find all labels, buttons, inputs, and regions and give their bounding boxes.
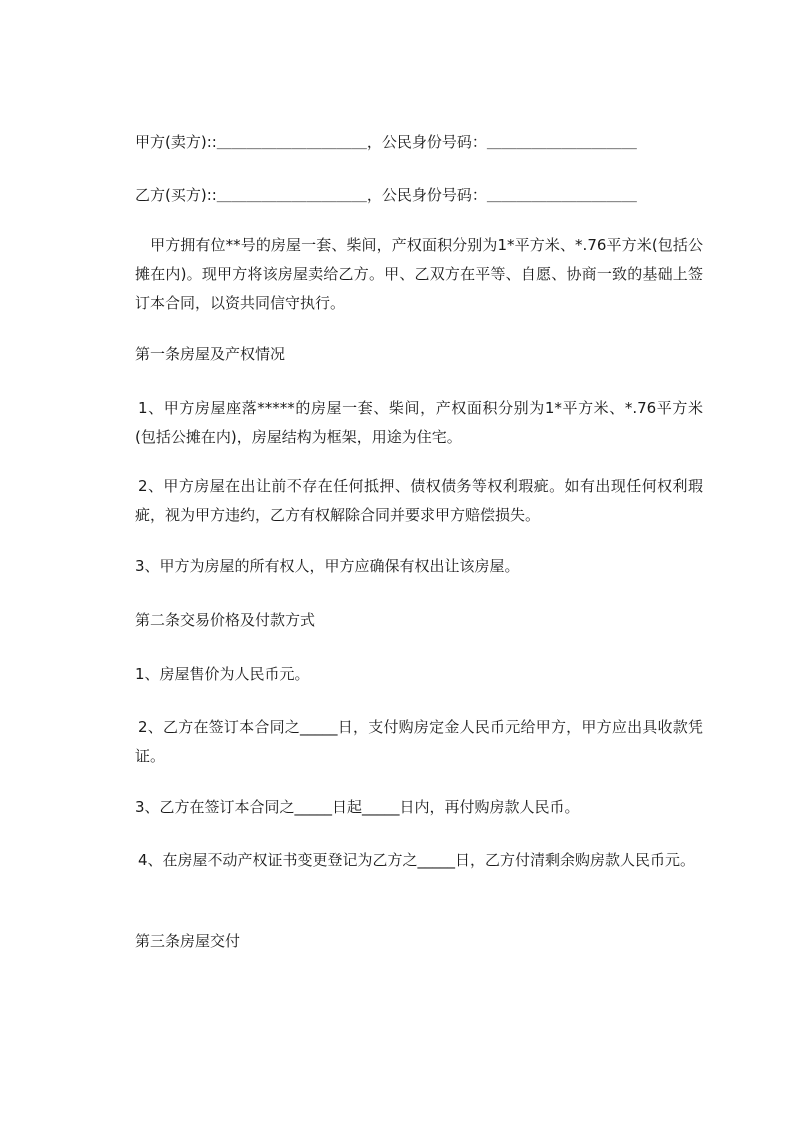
article-2-item-1: 1、房屋售价为人民币元。	[135, 665, 310, 683]
article-3-title: 第三条房屋交付	[135, 932, 241, 950]
article-1-title: 第一条房屋及产权情况	[135, 345, 286, 363]
article-2-item-3: 3、乙方在签订本合同之_____日起_____日内，再付购房款人民币。	[135, 798, 580, 816]
article-1-item-3: 3、甲方为房屋的所有权人，甲方应确保有权出让该房屋。	[135, 557, 520, 575]
article-2-item-2: 2、乙方在签订本合同之_____日，支付购房定金人民币元给甲方，甲方应出具收款凭证。	[135, 718, 703, 765]
article-2-item-4: 4、在房屋不动产权证书变更登记为乙方之_____日，乙方付清剩余购房款人民币元。	[138, 851, 696, 869]
party-b-line: 乙方(买方)::＿＿＿＿＿＿＿＿＿＿，公民身份号码：＿＿＿＿＿＿＿＿＿＿	[135, 186, 637, 204]
article-1-item-2: 2、甲方房屋在出让前不存在任何抵押、债权债务等权利瑕疵。如有出现任何权利瑕疵，视为甲方违约，乙方有权解除合同并要求甲方赔偿损失。	[135, 477, 703, 524]
article-2-title: 第二条交易价格及付款方式	[135, 611, 316, 629]
intro-paragraph: 甲方拥有位**号的房屋一套、柴间，产权面积分别为1*平方米、*.76平方米(包括公摊在内)。现甲方将该房屋卖给乙方。甲、乙双方在平等、自愿、协商一致的基础上签订本合同，以资共同信守执行。	[135, 236, 703, 312]
article-1-item-1: 1、甲方房屋座落*****的房屋一套、柴间，产权面积分别为1*平方米、*.76平方米(包括公摊在内)，房屋结构为框架，用途为住宅。	[135, 399, 703, 446]
party-a-line: 甲方(卖方)::＿＿＿＿＿＿＿＿＿＿，公民身份号码：＿＿＿＿＿＿＿＿＿＿	[135, 133, 637, 151]
